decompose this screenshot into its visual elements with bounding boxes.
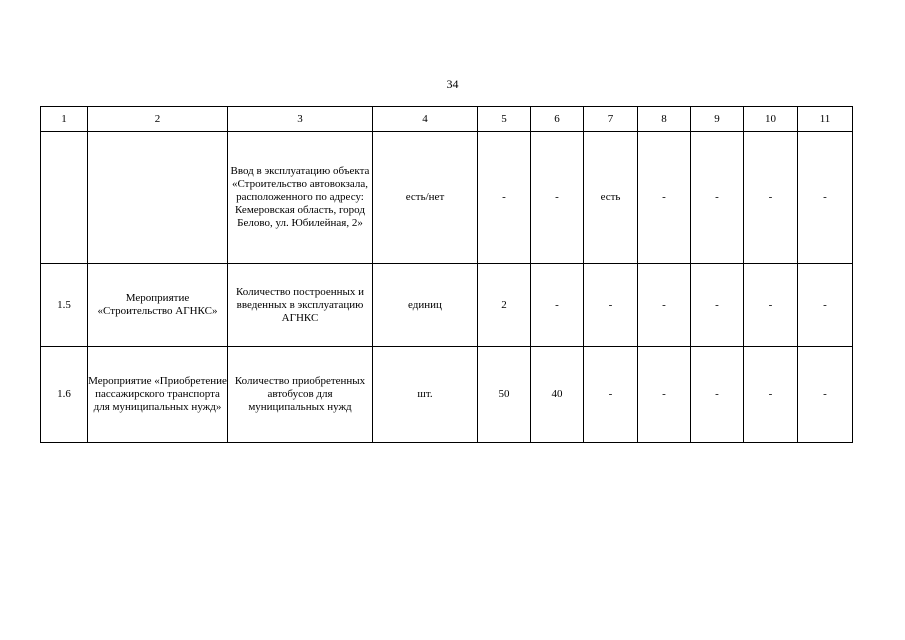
value-cell: - [531, 264, 584, 347]
column-header: 5 [478, 107, 531, 132]
indicator-cell: Количество построенных и введенных в эксплуатацию АГНКС [228, 264, 373, 347]
row-number-cell: 1.6 [41, 347, 88, 443]
event-cell: Мероприятие «Строительство АГНКС» [88, 264, 228, 347]
value-cell: - [691, 264, 744, 347]
column-header: 4 [373, 107, 478, 132]
column-header: 9 [691, 107, 744, 132]
value-cell: - [798, 347, 853, 443]
value-cell: 50 [478, 347, 531, 443]
indicator-cell: Ввод в эксплуатацию объекта «Строительство автовокзала, расположенного по адресу: Кемеровская область, город Белово, ул. Юбилейная, 2» [228, 132, 373, 264]
table-row [41, 264, 853, 347]
event-cell [88, 132, 228, 264]
value-cell: 2 [478, 264, 531, 347]
indicators-table [40, 106, 853, 443]
value-cell: - [584, 264, 638, 347]
value-cell: - [478, 132, 531, 264]
value-cell: - [691, 347, 744, 443]
value-cell: - [584, 347, 638, 443]
unit-cell: есть/нет [373, 132, 478, 264]
column-header: 3 [228, 107, 373, 132]
value-cell: - [531, 132, 584, 264]
column-header: 1 [41, 107, 88, 132]
column-header: 2 [88, 107, 228, 132]
page-number: 34 [446, 77, 459, 91]
header-row [41, 107, 853, 132]
event-cell: Мероприятие «Приобретение пассажирского транспорта для муниципальных нужд» [88, 347, 228, 443]
value-cell: - [691, 132, 744, 264]
value-cell: - [744, 264, 798, 347]
value-cell: 40 [531, 347, 584, 443]
row-number-cell [41, 132, 88, 264]
column-header: 6 [531, 107, 584, 132]
value-cell: - [744, 347, 798, 443]
value-cell: - [638, 132, 691, 264]
column-header: 11 [798, 107, 853, 132]
table-row [41, 132, 853, 264]
value-cell: - [798, 132, 853, 264]
value-cell: есть [584, 132, 638, 264]
value-cell: - [744, 132, 798, 264]
indicator-cell: Количество приобретенных автобусов для муниципальных нужд [228, 347, 373, 443]
unit-cell: шт. [373, 347, 478, 443]
table-row [41, 347, 853, 443]
value-cell: - [638, 264, 691, 347]
value-cell: - [798, 264, 853, 347]
row-number-cell: 1.5 [41, 264, 88, 347]
column-header: 7 [584, 107, 638, 132]
column-header: 8 [638, 107, 691, 132]
unit-cell: единиц [373, 264, 478, 347]
value-cell: - [638, 347, 691, 443]
column-header: 10 [744, 107, 798, 132]
